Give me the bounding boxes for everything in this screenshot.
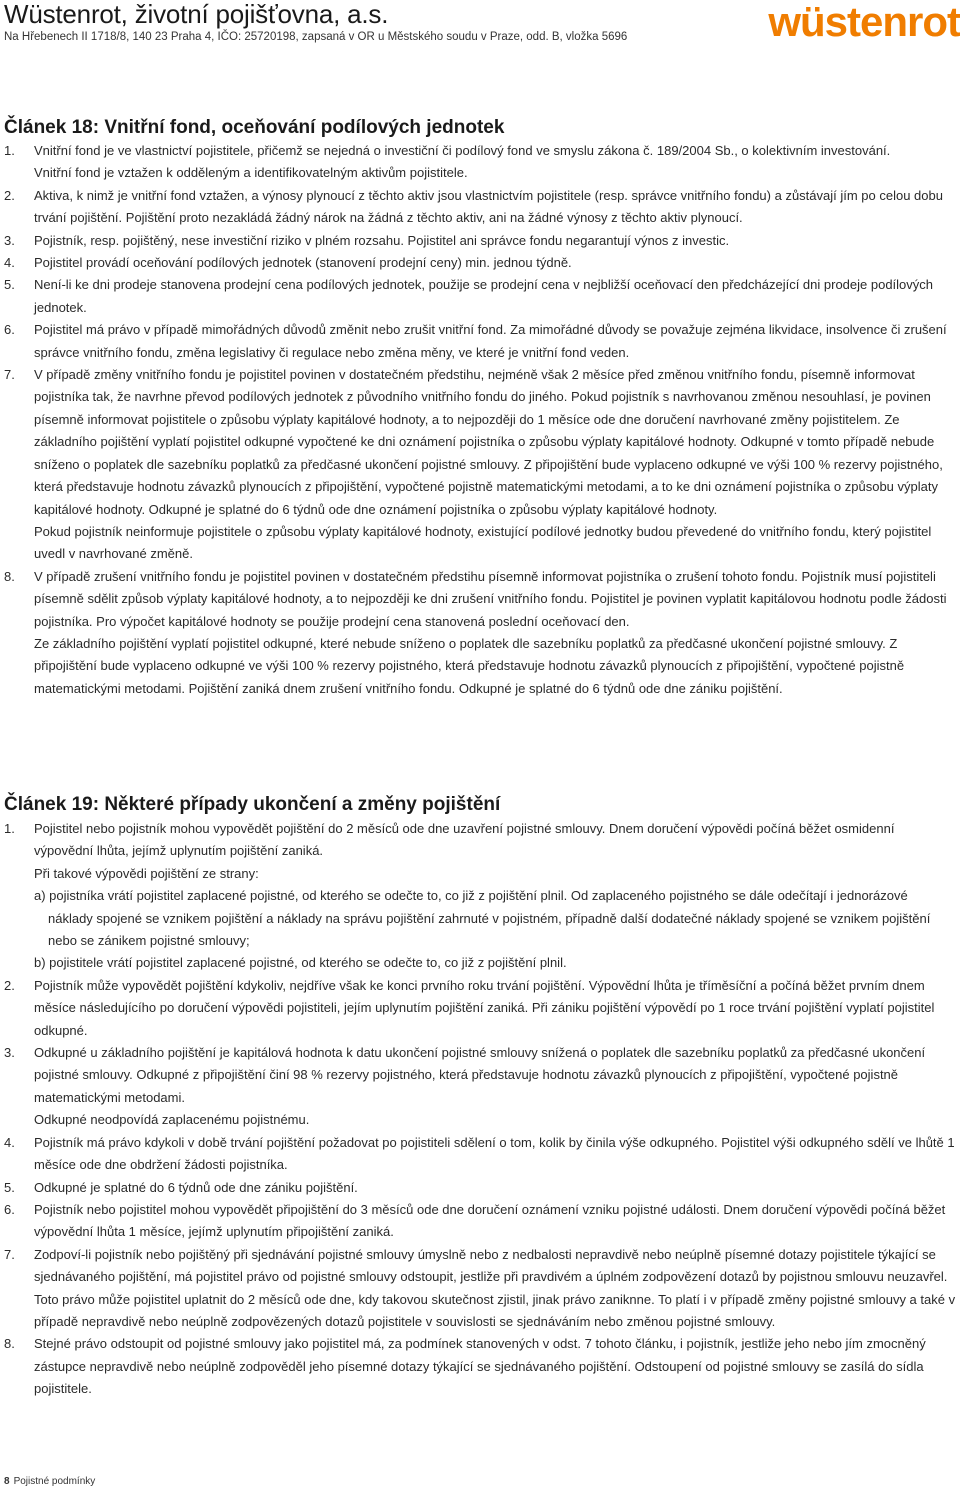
company-name: Wüstenrot, životní pojišťovna, a.s. bbox=[4, 0, 389, 29]
item-text: Pojistitel má právo v případě mimořádných důvodů změnit nebo zrušit vnitřní fond. Za mimořádné důvody se považuje zejména likvidace, insolvence či zrušení správce vnitřního fondu, změna legislativy či regulace nebo změna měny, ve které je vnitřní fond veden. bbox=[34, 322, 947, 360]
item-text: Pojistitel provádí oceňování podílových jednotek (stanovení prodejní ceny) min. jednou týdně. bbox=[34, 255, 572, 271]
item-text: Stejné právo odstoupit od pojistné smlouvy jako pojistitel má, za podmínek stanovených v odst. 7 tohoto článku, i pojistník, jestliže jeho nebo jím zmocněný zástupce nepravdivě nebo neúplně zodpověděl jeho písemné dotazy týkající se sjednávaného pojištění. Odstoupení od pojistné smlouvy se zasílá do sídla pojistitele. bbox=[34, 1336, 926, 1397]
article-19-item-8 bbox=[4, 1333, 956, 1400]
item-intro: Při takové výpovědi pojištění ze strany: bbox=[34, 865, 259, 881]
item-text: V případě změny vnitřního fondu je pojistitel povinen v dostatečném předstihu, nejméně však 2 měsíce před změnou vnitřního fondu, písemně informovat pojistníka tak, že navrhne převod podílových jednotek z původního vnitřního fondu do jiného. Pokud pojistník s navrhovanou změnou nesouhlasí, je povinen písemně informovat pojistitele o způsobu výplaty kapitálové hodnoty, a to nejpozději do 1 měsíce ode dne doručení navrhované změny pojistitelem. Ze základního pojištění vyplatí pojistitel odkupné vypočtené ke dni oznámení pojistníka o způsobu výplaty kapitálové hodnoty. Odkupné v tomto případě nebude sníženo o poplatek dle sazebníku poplatků za předčasné ukončení pojistné smlouvy. Z připojištění bude vyplaceno odkupné ve výši 100 % rezervy pojistného, která představuje hodnotu závazků plynoucích z připojištění, vypočtené pojistně matematickými metodami, a to ke dni oznámení pojistníka o způsobu výplaty kapitálové hodnoty. Odkupné je splatné do 6 týdnů ode dne oznámení pojistníka o způsobu výplaty kapitálové hodnoty. bbox=[34, 367, 943, 517]
item-text: Odkupné je splatné do 6 týdnů ode dne zániku pojištění. bbox=[34, 1179, 358, 1195]
wustenrot-logo: wüstenrot bbox=[768, 0, 960, 45]
page-number: 8 bbox=[4, 1476, 10, 1487]
article-18-item-1 bbox=[4, 140, 956, 185]
item-number: 8. bbox=[4, 1336, 15, 1352]
item-sub-a: a) pojistníka vrátí pojistitel zaplacené pojistné, od kterého se odečte to, co již z pojištění plnil. Od zaplaceného pojistného se dále odečítají i jednorázové náklady spojené se vznikem pojištění a náklady na správu pojištění zahrnuté v pojistném, případně další dodatečné náklady spojené se vznikem pojištění nebo se zánikem pojistné smlouvy; bbox=[34, 888, 931, 949]
item-text: Pojistník nebo pojistitel mohou vypovědět připojištění do 3 měsíců ode dne doručení oznámení vzniku pojistné události. Dnem doručení výpovědi počíná běžet výpovědní lhůta 1 měsíce, jejímž uplynutím připojištění zaniká. bbox=[34, 1201, 946, 1240]
article-19-body bbox=[4, 818, 956, 1401]
item-text: Aktiva, k nimž je vnitřní fond vztažen, a výnosy plynoucí z těchto aktiv jsou vlastnictvím pojistitele (resp. správce vnitřního fondu) a zůstávají jím po celou dobu trvání pojištění. Pojištění proto nezakládá žádný nárok na žádná z těchto aktiv, ani na žádné výnosy z těchto aktiv plynoucí. bbox=[34, 187, 943, 226]
article-19-item-7 bbox=[4, 1244, 956, 1334]
item-text: Není-li ke dni prodeje stanovena prodejní cena podílových jednotek, použije se prodejní cena v nejbližší oceňovací den předcházející dni prodeje podílových jednotek. bbox=[34, 277, 934, 315]
article-19-item-4 bbox=[4, 1132, 956, 1177]
article-19-item-1 bbox=[4, 818, 956, 975]
item-number: 5. bbox=[4, 1179, 15, 1195]
article-18-item-6 bbox=[4, 319, 956, 364]
item-text: V případě zrušení vnitřního fondu je pojistitel povinen v dostatečném předstihu písemně informovat pojistníka o zrušení tohoto fondu. Pojistník musí pojistiteli písemně sdělit způsob výplaty kapitálové hodnoty, a to nejpozději ke dni zrušení vnitřního fondu. Pojistitel je povinen vyplatit kapitálovou hodnotu podle žádosti pojistníka. Pro výpočet kapitálové hodnoty se použije prodejní cena stanovená poslední oceňovací den. bbox=[34, 568, 947, 629]
item-text-extra: Vnitřní fond je vztažen k odděleným a identifikovatelným aktivům pojistitele. bbox=[34, 165, 468, 181]
item-number: 2. bbox=[4, 977, 15, 993]
article-18-item-8 bbox=[4, 566, 956, 700]
item-sub-b: b) pojistitele vrátí pojistitel zaplacené pojistné, od kterého se odečte to, co již z pojištění plnil. bbox=[34, 955, 567, 971]
item-text: Pojistník, resp. pojištěný, nese investiční riziko v plném rozsahu. Pojistitel ani správce fondu negarantují výnos z investic. bbox=[34, 232, 730, 248]
item-text-extra: Pokud pojistník neinformuje pojistitele o způsobu výplaty kapitálové hodnoty, existující podílové jednotky budou převedené do vnitřního fondu, který pojistitel uvedl v navrhované změně. bbox=[34, 523, 932, 562]
item-number: 4. bbox=[4, 1134, 15, 1150]
article-18-body bbox=[4, 140, 956, 700]
article-19-item-5 bbox=[4, 1177, 956, 1199]
item-number: 7. bbox=[4, 1246, 15, 1262]
article-18-title: Článek 18: Vnitřní fond, oceňování podílových jednotek bbox=[4, 117, 505, 138]
article-19-title: Článek 19: Některé případy ukončení a změny pojištění bbox=[4, 794, 501, 815]
page-footer bbox=[4, 1476, 95, 1488]
item-number: 1. bbox=[4, 821, 15, 836]
item-text: Zodpoví-li pojistník nebo pojištěný při sjednávání pojistné smlouvy úmyslně nebo z nedbalosti nepravdivě nebo neúplně písemné dotazy pojistitele týkající se sjednávaného pojištění, má pojistitel právo od pojistné smlouvy odstoupit, jestliže při pravdivém a úplném zodpovězení dotazů by pojistnou smlouvu neuzavřel. Toto právo může pojistitel uplatnit do 2 měsíců ode dne, kdy takovou skutečnost zjistil, jinak právo zaniknne. To platí i v případě změny pojistné smlouvy a také v případě nepravdivě nebo neúplně zodpovězených dotazů pojistitele v souvislosti se sjednáváním nebo změnou pojistné smlouvy. bbox=[34, 1246, 956, 1329]
article-19-item-3 bbox=[4, 1042, 956, 1132]
item-text: Odkupné u základního pojištění je kapitálová hodnota k datu ukončení pojistné smlouvy snížená o poplatek dle sazebníku poplatků za předčasné ukončení pojistné smlouvy. Odkupné z připojištění činí 98 % rezervy pojistného, která představuje hodnotu závazků plynoucích z připojištění, vypočtené pojistně matematickými metodami. bbox=[34, 1045, 926, 1105]
company-address: Na Hřebenech II 1718/8, 140 23 Praha 4, IČO: 25720198, zapsaná v OR u Městského soudu v Praze, odd. B, vložka 5696 bbox=[4, 31, 628, 43]
article-18-item-3 bbox=[4, 230, 956, 252]
item-number: 5. bbox=[4, 277, 15, 293]
article-19-item-2 bbox=[4, 975, 956, 1042]
item-text-extra: Ze základního pojištění vyplatí pojistitel odkupné, které nebude sníženo o poplatek dle sazebníku poplatků za předčasné ukončení pojistné smlouvy. Z připojištění bude vyplaceno odkupné ve výši 100 % rezervy pojistného, která představuje hodnotu závazků plynoucích z připojištění, vypočtené pojistně matematickými metodami. Pojištění zaniká dnem zrušení vnitřního fondu. Odkupné je splatné do 6 týdnů ode dne zániku pojištění. bbox=[34, 635, 905, 696]
item-number: 1. bbox=[4, 143, 15, 158]
article-18-item-5 bbox=[4, 274, 956, 319]
item-number: 7. bbox=[4, 367, 15, 383]
item-number: 6. bbox=[4, 1201, 15, 1217]
item-text: Pojistník může vypovědět pojištění kdykoliv, nejdříve však ke konci prvního roku trvání pojištění. Výpovědní lhůta je tříměsíční a počíná běžet prvním dnem měsíce následujícího po doručení výpovědi pojistiteli, jejím uplynutím pojištění zaniká. Při zániku pojištění výpovědí po 1 roce trvání pojištění vyplatí pojistitel odkupné. bbox=[34, 977, 935, 1038]
article-18-item-2 bbox=[4, 185, 956, 230]
footer-label: Pojistné podmínky bbox=[13, 1476, 96, 1487]
article-18-item-4 bbox=[4, 252, 956, 274]
item-text-extra: Odkupné neodpovídá zaplacenému pojistnému. bbox=[34, 1112, 310, 1128]
item-number: 8. bbox=[4, 568, 15, 584]
item-number: 6. bbox=[4, 322, 15, 338]
item-text: Vnitřní fond je ve vlastnictví pojistitele, přičemž se nejedná o investiční či podílový fond ve smyslu zákona č. 189/2004 Sb., o kolektivním investování. bbox=[34, 143, 891, 158]
item-text: Pojistník má právo kdykoli v době trvání pojištění požadovat po pojistiteli sdělení o tom, kolik by činila výše odkupného. Pojistitel výši odkupného sdělí ve lhůtě 1 měsíce ode dne obdržení žádosti pojistníka. bbox=[34, 1134, 955, 1173]
item-number: 2. bbox=[4, 187, 15, 203]
item-number: 3. bbox=[4, 1045, 15, 1061]
item-text: Pojistitel nebo pojistník mohou vypovědět pojištění do 2 měsíců ode dne uzavření pojistné smlouvy. Dnem doručení výpovědi počíná běžet osmidenní výpovědní lhůta, jejímž uplynutím pojištění zaniká. bbox=[34, 821, 895, 859]
item-number: 3. bbox=[4, 232, 15, 248]
article-18-item-7 bbox=[4, 364, 956, 566]
article-19-item-6 bbox=[4, 1199, 956, 1244]
item-number: 4. bbox=[4, 255, 15, 271]
